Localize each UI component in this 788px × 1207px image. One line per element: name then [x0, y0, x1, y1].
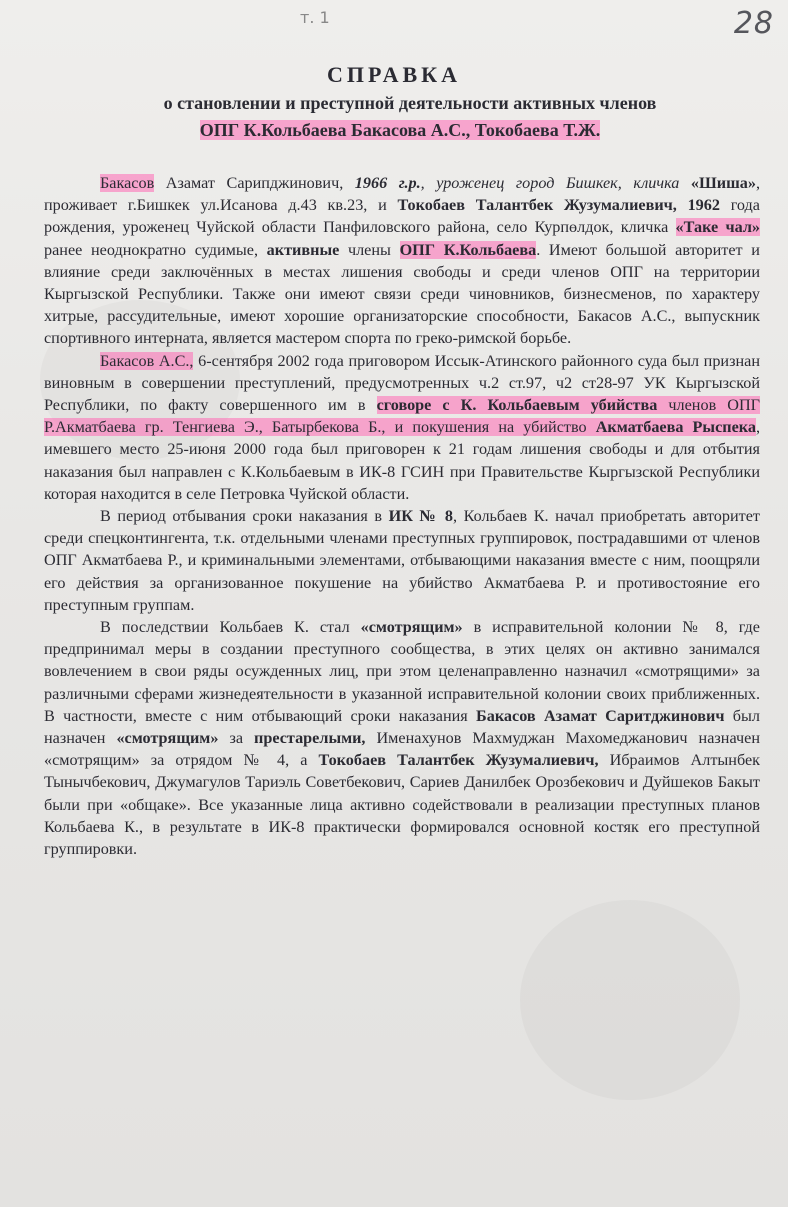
text-run-bold: Бакасов Азамат Саритджинович: [476, 706, 725, 725]
document-body: [44, 172, 760, 860]
text-run-bold: престарелыми,: [254, 729, 366, 748]
text-run-bold: «смотрящим»: [360, 618, 463, 637]
highlight-mark: сговоре с К. Кольбаевым убийства: [376, 396, 658, 415]
text-run-bold: «Шиша»: [690, 174, 756, 192]
document-title: СПРАВКА: [326, 62, 462, 87]
text-run: 6-сентября 2002 года приговором Иссык-Атинского районного суда был признан виновным в совершении преступлений, предусмотренных ч.2 ст.97, ч2 ст28-97 УК Кыргызской Республики, по факту совершенного им в: [44, 351, 760, 415]
text-run: В период отбывания сроки наказания в: [100, 507, 389, 526]
paragraph-4: [44, 616, 760, 860]
text-run: члены: [339, 240, 400, 259]
document-subtitle: о становлении и преступной деятельности активных членов: [163, 93, 657, 113]
document-subtitle-highlighted: [120, 120, 680, 141]
page-number-handwritten: 28: [733, 6, 774, 41]
text-run-bold: «смотрящим»: [116, 729, 219, 748]
text-run-bold: 1966 г.р.: [354, 174, 421, 192]
text-run: ранее неоднократно судимые,: [44, 240, 267, 259]
highlight-mark: «Таке чал»: [675, 218, 760, 237]
text-run: Азамат Сарипджинович,: [154, 174, 355, 192]
paper-smudge: [520, 900, 740, 1100]
highlight-mark: Акматбаева Рыспека: [595, 418, 756, 437]
text-run: , имевшего место 25-июня 2000 года был приговорен к 21 годам лишения свободы и для отбытия наказания был направлен с К.Кольбаевым в ИК-8 ГСИН при Правительстве Кыргызской Республики которая находится в селе Петровка Чуйской области.: [44, 418, 760, 503]
text-run-italic: , уроженец город Бишкек, кличка: [420, 174, 691, 192]
paragraph-3: [44, 505, 760, 616]
text-run: в исправительной колонии № 8, где предпринимал меры в создании преступного сообщества, в этих целях он активно занимался вовлечением в свои ряды осужденных лиц, при этом целенаправленно назначил «смотрящими» за различными сферами жизнедеятельности в указанной исправительной колонии своих приближенных. В частности, вместе с ним отбывающий сроки наказания: [44, 618, 760, 725]
text-run: Именахунов Махмуджан Махомеджанович назначен «смотрящим» за отрядом № 4, а: [44, 729, 760, 770]
text-run: за: [218, 729, 255, 748]
text-run: был назначен: [44, 706, 760, 748]
highlight-mark: Бакасов А.С.,: [100, 351, 194, 370]
highlight-mark: ОПГ К.Кольбаева Бакасова А.С., Токобаева Т.Ж.: [199, 120, 601, 140]
text-run-bold: Токобаев Талантбек Жузумалиевич,: [318, 751, 599, 770]
text-run: , проживает г.Бишкек ул.Исанова д.43 кв.23, и: [44, 174, 760, 215]
text-run: года рождения, уроженец Чуйской области Панфиловского района, село Курпөлдок, кличка: [44, 196, 760, 237]
paragraph-1: [44, 172, 760, 350]
paragraph-2: [44, 350, 760, 505]
text-run: Ибраимов Алтынбек Тынычбекович, Джумагулов Тариэль Советбекович, Сариев Данилбек Орозбекович и Дуйшеков Бакыт были при «общаке». Все указанные лица активно содействовали в реализации преступных планов Кольбаева К., в результате в ИК-8 практически формировался основной костяк его преступной группировки.: [44, 751, 761, 859]
text-run-bold: Токобаев Талантбек Жузумалиевич, 1962: [397, 196, 720, 215]
text-run: В последствии Кольбаев К. стал: [100, 618, 361, 637]
text-run-bold: ИК № 8: [388, 507, 453, 526]
highlight-mark: ОПГ К.Кольбаева: [399, 240, 537, 259]
highlight-mark: Бакасов: [100, 174, 155, 192]
top-mark: т. 1: [300, 8, 330, 27]
text-run: . Имеют большой авторитет и влияние среди заключённых в местах лишения свободы и среди членов ОПГ на территории Кыргызской Республики. Также они имеют связи среди чиновников, бизнесменов, по характеру хитрые, рассудительные, имеют хорошие организаторские способности, Бакасов А.С., выпускник спортивного интерната, является мастером спорта по греко-римской борьбе.: [44, 240, 760, 348]
highlight-mark: членов ОПГ Р.Акматбаева гр. Тенгиева Э., Батырбекова Б., и покушения на убийство: [44, 396, 760, 437]
text-run: , Кольбаев К. начал приобретать авторитет среди спецконтингента, т.к. отдельными членами преступных группировок, пострадавшими от членов ОПГ Акматбаева Р., и криминальными элементами, отбывающими наказания вместе с ним, поощряли его действия за организованное покушение на убийство Акматбаева Р. и противостояние его преступным группам.: [44, 507, 760, 614]
text-run-bold: активные: [266, 240, 340, 259]
